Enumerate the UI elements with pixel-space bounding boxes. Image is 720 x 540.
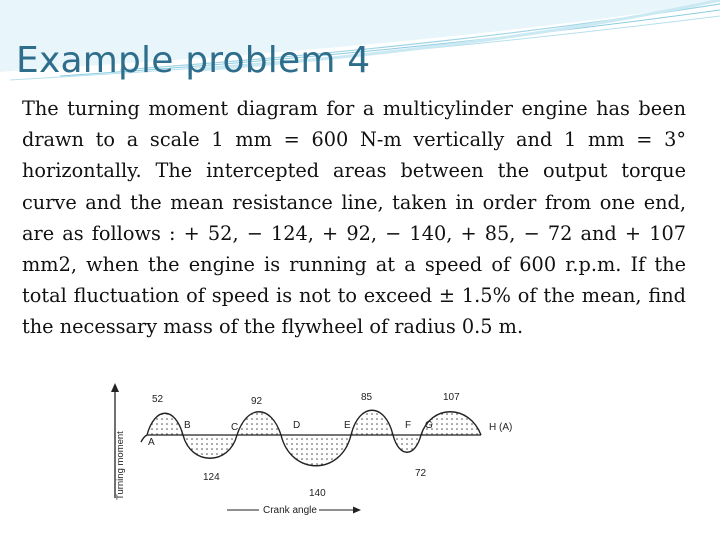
area-label-140: 140 bbox=[309, 488, 326, 499]
area-label-124: 124 bbox=[203, 472, 220, 483]
point-label-d: D bbox=[293, 420, 301, 431]
point-label-c: C bbox=[231, 422, 239, 433]
slide-title: Example problem 4 bbox=[16, 40, 371, 81]
problem-statement: The turning moment diagram for a multicylinder engine has been drawn to a scale 1 mm = 600 N-m vertically and 1 mm = 3° horizontally. The intercepted areas between the output torque curve and the mean resistance line, taken in order from one end, are as follows : + 52, − 124, + 92, − 140, + 85, − 72 and + 107 mm2, when the engine is running at a speed of 600 r.p.m. If the total fluctuation of speed is not to exceed ± 1.5% of the mean, find the necessary mass of the flywheel of radius 0.5 m. bbox=[22, 97, 686, 339]
point-label-h: H (A) bbox=[489, 422, 513, 433]
x-axis-label: Crank angle bbox=[263, 505, 317, 516]
area-label-85: 85 bbox=[361, 392, 373, 403]
point-label-a: A bbox=[148, 437, 155, 448]
area-label-52: 52 bbox=[152, 394, 164, 405]
area-label-107: 107 bbox=[443, 392, 460, 403]
area-label-92: 92 bbox=[251, 396, 263, 407]
point-label-e: E bbox=[344, 420, 351, 431]
turning-moment-diagram bbox=[105, 382, 537, 522]
point-label-f: F bbox=[405, 420, 412, 431]
area-label-72: 72 bbox=[415, 468, 427, 479]
y-axis-label: Turning moment bbox=[115, 431, 126, 500]
point-label-g: G bbox=[425, 420, 433, 431]
point-label-b: B bbox=[184, 420, 191, 431]
